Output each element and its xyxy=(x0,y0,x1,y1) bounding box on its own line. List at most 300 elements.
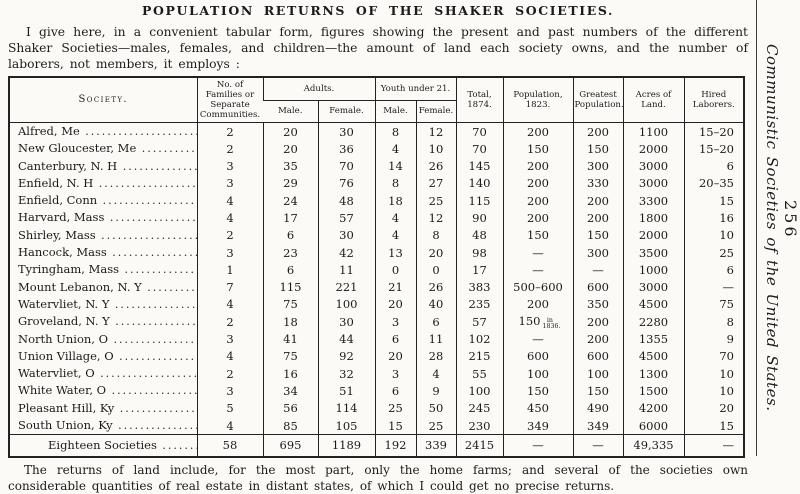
youth-male-value: 4 xyxy=(391,228,400,243)
adults-male-cell xyxy=(263,175,318,192)
page-title: POPULATION RETURNS OF THE SHAKER SOCIETIES. xyxy=(142,3,614,18)
population-1823-cell xyxy=(503,209,573,226)
youth-male-value: 8 xyxy=(391,176,400,191)
acres-value: 3000 xyxy=(638,280,669,295)
population-1823-cell xyxy=(503,158,573,175)
col-header-adults-male: Male. xyxy=(263,100,318,122)
hired-value: 6 xyxy=(726,262,734,277)
adults-male-cell xyxy=(263,261,318,278)
youth-female-cell xyxy=(416,192,456,209)
hired-cell xyxy=(684,382,744,399)
population-1823-value: 150 xyxy=(518,314,541,329)
totals-youth-male: 192 xyxy=(375,435,416,458)
hired-cell xyxy=(684,296,744,313)
hired-value: 25 xyxy=(719,245,734,260)
society-name: White Water, O xyxy=(18,383,107,398)
youth-male-cell xyxy=(375,348,416,365)
families-cell xyxy=(197,140,263,157)
population-1823-value: 150 xyxy=(527,228,549,243)
society-name: Tyringham, Mass xyxy=(18,262,120,277)
youth-male-value: 4 xyxy=(391,210,400,225)
families-value: 2 xyxy=(226,141,234,156)
dot-leader xyxy=(113,418,197,432)
adults-female-value: 48 xyxy=(339,193,354,208)
total-cell xyxy=(456,227,503,244)
population-note: in 1836. xyxy=(542,317,561,331)
dot-leader xyxy=(110,314,197,328)
total-value: 215 xyxy=(468,349,491,364)
adults-female-cell xyxy=(318,140,375,157)
acres-cell xyxy=(623,365,684,382)
adults-female-value: 70 xyxy=(339,159,354,174)
society-name: Shirley, Mass xyxy=(18,227,96,242)
families-value: 4 xyxy=(226,210,234,225)
population-1823-value: 150 xyxy=(527,141,549,156)
youth-female-cell xyxy=(416,261,456,278)
adults-male-cell xyxy=(263,192,318,209)
totals-greatest: — xyxy=(573,435,623,458)
families-value: 4 xyxy=(226,297,234,312)
intro-paragraph: I give here, in a convenient tabular form, figures showing the present and past numbers of the different Shaker Societies—males, females, and children—the amount of land each society owns, and the number of laborers, not members, it employs : xyxy=(8,25,748,71)
greatest-cell xyxy=(573,123,623,141)
society-name: North Union, O xyxy=(18,331,109,346)
dot-leader xyxy=(97,193,197,207)
society-name: Harvard, Mass xyxy=(18,210,105,225)
population-1823-cell xyxy=(503,175,573,192)
acres-value: 3300 xyxy=(638,193,669,208)
hired-value: 15–20 xyxy=(698,141,734,156)
families-cell xyxy=(197,365,263,382)
totals-row xyxy=(9,435,744,458)
youth-female-value: 50 xyxy=(428,401,444,416)
society-name: Union Village, O xyxy=(18,348,114,363)
total-value: 48 xyxy=(472,228,487,243)
acres-cell xyxy=(623,244,684,261)
families-cell xyxy=(197,244,263,261)
hired-value: 10 xyxy=(719,366,734,381)
hired-value: — xyxy=(722,280,734,295)
youth-female-value: 10 xyxy=(428,141,444,156)
youth-male-value: 20 xyxy=(388,349,403,364)
dot-leader xyxy=(117,159,197,173)
population-1823-cell xyxy=(503,296,573,313)
families-value: 2 xyxy=(226,124,234,139)
youth-female-value: 26 xyxy=(428,159,444,174)
adults-female-cell xyxy=(318,400,375,417)
families-value: 3 xyxy=(226,332,234,347)
population-1823-value: 200 xyxy=(527,193,549,208)
totals-label: Eighteen Societies xyxy=(48,438,157,453)
hired-value: 70 xyxy=(719,349,734,364)
youth-female-cell xyxy=(416,313,456,330)
youth-male-value: 15 xyxy=(388,418,403,433)
running-title: Communistic Societies of the United States. xyxy=(763,44,781,412)
adults-female-cell xyxy=(318,296,375,313)
totals-hired: — xyxy=(684,435,744,458)
total-value: 140 xyxy=(468,176,491,191)
greatest-cell xyxy=(573,244,623,261)
greatest-value: 600 xyxy=(587,349,609,364)
families-value: 5 xyxy=(226,401,234,416)
table-row xyxy=(9,175,744,192)
total-value: 90 xyxy=(472,210,487,225)
hired-value: 20 xyxy=(719,401,734,416)
page-margin xyxy=(756,0,800,456)
youth-male-cell xyxy=(375,158,416,175)
dot-leader xyxy=(108,332,197,346)
society-name: South Union, Ky xyxy=(18,418,113,433)
greatest-cell xyxy=(573,192,623,209)
families-cell xyxy=(197,400,263,417)
table-row xyxy=(9,400,744,417)
hired-cell xyxy=(684,209,744,226)
youth-female-value: 12 xyxy=(428,124,444,139)
families-cell xyxy=(197,417,263,435)
table-row xyxy=(9,313,744,330)
col-header-population-1823: Population, 1823. xyxy=(503,77,573,123)
greatest-value: 150 xyxy=(587,383,609,398)
youth-female-cell xyxy=(416,140,456,157)
hired-cell xyxy=(684,123,744,141)
adults-male-value: 75 xyxy=(283,349,298,364)
hired-value: 9 xyxy=(726,332,734,347)
total-value: 98 xyxy=(472,245,487,260)
total-value: 102 xyxy=(468,332,491,347)
acres-value: 6000 xyxy=(638,418,669,433)
totals-society-cell xyxy=(9,435,197,458)
youth-female-cell xyxy=(416,123,456,141)
acres-value: 3000 xyxy=(638,159,669,174)
greatest-cell xyxy=(573,365,623,382)
population-1823-value: 200 xyxy=(527,124,549,139)
society-name: Groveland, N. Y xyxy=(18,314,110,329)
adults-female-cell xyxy=(318,244,375,261)
youth-male-value: 6 xyxy=(391,332,400,347)
col-header-hired: Hired Laborers. xyxy=(684,77,744,123)
adults-female-value: 51 xyxy=(339,383,354,398)
greatest-value: 200 xyxy=(587,332,609,347)
adults-male-value: 29 xyxy=(283,176,298,191)
adults-male-cell xyxy=(263,348,318,365)
youth-female-cell xyxy=(416,382,456,399)
hired-value: 10 xyxy=(719,383,734,398)
adults-male-cell xyxy=(263,313,318,330)
totals-acres: 49,335 xyxy=(623,435,684,458)
youth-female-value: 4 xyxy=(432,366,440,381)
families-cell xyxy=(197,123,263,141)
adults-male-cell xyxy=(263,123,318,141)
table-row xyxy=(9,296,744,313)
population-1823-value: 100 xyxy=(527,366,549,381)
society-name: Pleasant Hill, Ky xyxy=(18,400,115,415)
adults-female-cell xyxy=(318,279,375,296)
youth-female-value: 8 xyxy=(432,228,440,243)
adults-male-cell xyxy=(263,244,318,261)
acres-value: 3000 xyxy=(638,176,669,191)
total-cell xyxy=(456,175,503,192)
society-cell xyxy=(9,227,197,244)
society-cell xyxy=(9,365,197,382)
youth-female-cell xyxy=(416,244,456,261)
families-value: 2 xyxy=(226,366,234,381)
total-cell xyxy=(456,209,503,226)
adults-female-cell xyxy=(318,313,375,330)
acres-cell xyxy=(623,296,684,313)
population-1823-cell xyxy=(503,348,573,365)
acres-value: 1000 xyxy=(638,262,669,277)
youth-female-value: 25 xyxy=(428,193,444,208)
adults-male-cell xyxy=(263,296,318,313)
acres-cell xyxy=(623,331,684,348)
adults-female-value: 105 xyxy=(335,418,358,433)
col-header-adults-female: Female. xyxy=(318,100,375,122)
greatest-cell xyxy=(573,417,623,435)
society-name: Enfield, Conn xyxy=(18,193,98,208)
dot-leader xyxy=(107,245,197,259)
dot-leader xyxy=(114,401,197,415)
greatest-value: 349 xyxy=(587,418,609,433)
adults-male-value: 17 xyxy=(283,210,298,225)
youth-male-value: 21 xyxy=(388,280,403,295)
society-cell xyxy=(9,261,197,278)
youth-male-cell xyxy=(375,382,416,399)
dot-leader xyxy=(93,176,197,190)
greatest-value: 200 xyxy=(587,193,609,208)
adults-female-value: 32 xyxy=(339,366,354,381)
adults-female-cell xyxy=(318,417,375,435)
society-cell xyxy=(9,140,197,157)
society-cell xyxy=(9,175,197,192)
greatest-value: 100 xyxy=(587,366,609,381)
greatest-cell xyxy=(573,348,623,365)
acres-cell xyxy=(623,140,684,157)
greatest-cell xyxy=(573,279,623,296)
acres-cell xyxy=(623,382,684,399)
acres-cell xyxy=(623,227,684,244)
hired-value: 75 xyxy=(719,297,734,312)
greatest-cell xyxy=(573,227,623,244)
society-cell xyxy=(9,244,197,261)
acres-cell xyxy=(623,279,684,296)
table-row xyxy=(9,192,744,209)
acres-cell xyxy=(623,400,684,417)
families-value: 2 xyxy=(226,314,234,329)
youth-male-cell xyxy=(375,140,416,157)
adults-female-cell xyxy=(318,209,375,226)
acres-value: 1800 xyxy=(638,210,669,225)
hired-value: 8 xyxy=(726,314,734,329)
families-cell xyxy=(197,192,263,209)
adults-male-cell xyxy=(263,331,318,348)
totals-total: 2415 xyxy=(456,435,503,458)
youth-female-cell xyxy=(416,417,456,435)
youth-female-cell xyxy=(416,331,456,348)
adults-male-value: 16 xyxy=(283,366,298,381)
total-cell xyxy=(456,279,503,296)
dot-leader xyxy=(80,124,197,138)
adults-male-cell xyxy=(263,382,318,399)
adults-female-value: 76 xyxy=(339,176,354,191)
totals-families: 58 xyxy=(197,435,263,458)
families-cell xyxy=(197,313,263,330)
greatest-cell xyxy=(573,209,623,226)
adults-male-value: 41 xyxy=(283,332,298,347)
adults-male-value: 24 xyxy=(283,193,298,208)
youth-male-value: 0 xyxy=(391,262,400,277)
population-1823-value: 500–600 xyxy=(513,280,563,295)
acres-cell xyxy=(623,123,684,141)
youth-male-value: 18 xyxy=(388,193,403,208)
table-row xyxy=(9,417,744,435)
population-1823-value: 349 xyxy=(527,418,549,433)
greatest-value: 200 xyxy=(587,210,609,225)
population-1823-value: 200 xyxy=(527,176,549,191)
families-value: 4 xyxy=(226,349,234,364)
total-cell xyxy=(456,192,503,209)
population-table xyxy=(8,76,745,458)
youth-female-cell xyxy=(416,400,456,417)
col-header-greatest-population: Greatest Population. xyxy=(573,77,623,123)
youth-male-cell xyxy=(375,417,416,435)
families-cell xyxy=(197,209,263,226)
society-cell xyxy=(9,400,197,417)
population-1823-value: — xyxy=(532,245,544,260)
total-value: 17 xyxy=(472,262,487,277)
table-row xyxy=(9,365,744,382)
families-value: 2 xyxy=(226,228,234,243)
population-1823-cell xyxy=(503,140,573,157)
total-cell xyxy=(456,417,503,435)
society-cell xyxy=(9,417,197,435)
society-name: Enfield, N. H xyxy=(18,175,94,190)
youth-female-value: 28 xyxy=(428,349,444,364)
page-number: 256 xyxy=(781,200,800,240)
youth-female-value: 25 xyxy=(428,418,444,433)
table-row xyxy=(9,279,744,296)
adults-female-cell xyxy=(318,227,375,244)
total-cell xyxy=(456,244,503,261)
total-cell xyxy=(456,400,503,417)
hired-value: 16 xyxy=(719,210,734,225)
youth-male-value: 13 xyxy=(388,245,403,260)
greatest-value: 600 xyxy=(587,280,609,295)
youth-female-cell xyxy=(416,175,456,192)
acres-value: 3500 xyxy=(638,245,669,260)
youth-male-value: 25 xyxy=(388,401,403,416)
hired-value: 15–20 xyxy=(698,124,734,139)
page-content xyxy=(8,0,748,494)
dot-leader xyxy=(109,297,197,311)
adults-female-value: 92 xyxy=(339,349,354,364)
society-name: Canterbury, N. H xyxy=(18,158,118,173)
hired-cell xyxy=(684,400,744,417)
hired-cell xyxy=(684,227,744,244)
totals-youth-female: 339 xyxy=(416,435,456,458)
adults-male-value: 20 xyxy=(283,124,298,139)
greatest-value: 200 xyxy=(587,124,609,139)
greatest-value: — xyxy=(592,262,604,277)
hired-cell xyxy=(684,158,744,175)
families-cell xyxy=(197,348,263,365)
dot-leader xyxy=(114,349,197,363)
families-cell xyxy=(197,279,263,296)
adults-male-cell xyxy=(263,158,318,175)
greatest-cell xyxy=(573,296,623,313)
acres-cell xyxy=(623,417,684,435)
youth-male-cell xyxy=(375,244,416,261)
hired-cell xyxy=(684,348,744,365)
youth-male-value: 8 xyxy=(391,124,400,139)
adults-male-value: 115 xyxy=(279,280,302,295)
adults-female-cell xyxy=(318,175,375,192)
youth-female-cell xyxy=(416,296,456,313)
families-value: 4 xyxy=(226,193,234,208)
dot-leader xyxy=(104,210,197,224)
youth-male-cell xyxy=(375,331,416,348)
youth-male-cell xyxy=(375,296,416,313)
society-name: Mount Lebanon, N. Y xyxy=(18,279,142,294)
dot-leader xyxy=(96,228,197,242)
population-1823-value: 150 xyxy=(527,383,549,398)
acres-cell xyxy=(623,209,684,226)
population-1823-cell xyxy=(503,417,573,435)
youth-female-value: 6 xyxy=(432,314,440,329)
youth-male-cell xyxy=(375,123,416,141)
total-value: 100 xyxy=(468,383,491,398)
society-name: New Gloucester, Me xyxy=(18,141,137,156)
hired-cell xyxy=(684,313,744,330)
families-value: 3 xyxy=(226,176,234,191)
youth-female-value: 20 xyxy=(428,245,444,260)
population-1823-value: 200 xyxy=(527,159,549,174)
total-value: 235 xyxy=(468,297,491,312)
dot-leader xyxy=(142,280,197,294)
hired-cell xyxy=(684,175,744,192)
youth-male-cell xyxy=(375,279,416,296)
total-cell xyxy=(456,382,503,399)
dot-leader xyxy=(136,141,197,155)
population-1823-cell xyxy=(503,261,573,278)
col-header-youth: Youth under 21. xyxy=(375,77,456,100)
total-value: 383 xyxy=(468,280,491,295)
total-cell xyxy=(456,348,503,365)
hired-cell xyxy=(684,279,744,296)
adults-female-value: 221 xyxy=(335,280,358,295)
adults-female-cell xyxy=(318,382,375,399)
adults-male-cell xyxy=(263,279,318,296)
society-cell xyxy=(9,331,197,348)
population-1823-cell xyxy=(503,400,573,417)
greatest-value: 330 xyxy=(587,176,609,191)
dot-leader xyxy=(119,262,197,276)
acres-value: 4200 xyxy=(638,401,669,416)
adults-female-value: 114 xyxy=(335,401,358,416)
adults-male-value: 23 xyxy=(283,245,298,260)
acres-value: 2280 xyxy=(638,314,669,329)
adults-female-cell xyxy=(318,158,375,175)
total-cell xyxy=(456,331,503,348)
families-cell xyxy=(197,261,263,278)
acres-value: 1500 xyxy=(638,383,669,398)
adults-male-value: 85 xyxy=(283,418,298,433)
society-cell xyxy=(9,279,197,296)
acres-value: 2000 xyxy=(638,228,669,243)
families-cell xyxy=(197,382,263,399)
table-body xyxy=(9,123,744,435)
population-1823-cell xyxy=(503,279,573,296)
acres-value: 2000 xyxy=(638,141,669,156)
hired-value: 6 xyxy=(726,159,734,174)
